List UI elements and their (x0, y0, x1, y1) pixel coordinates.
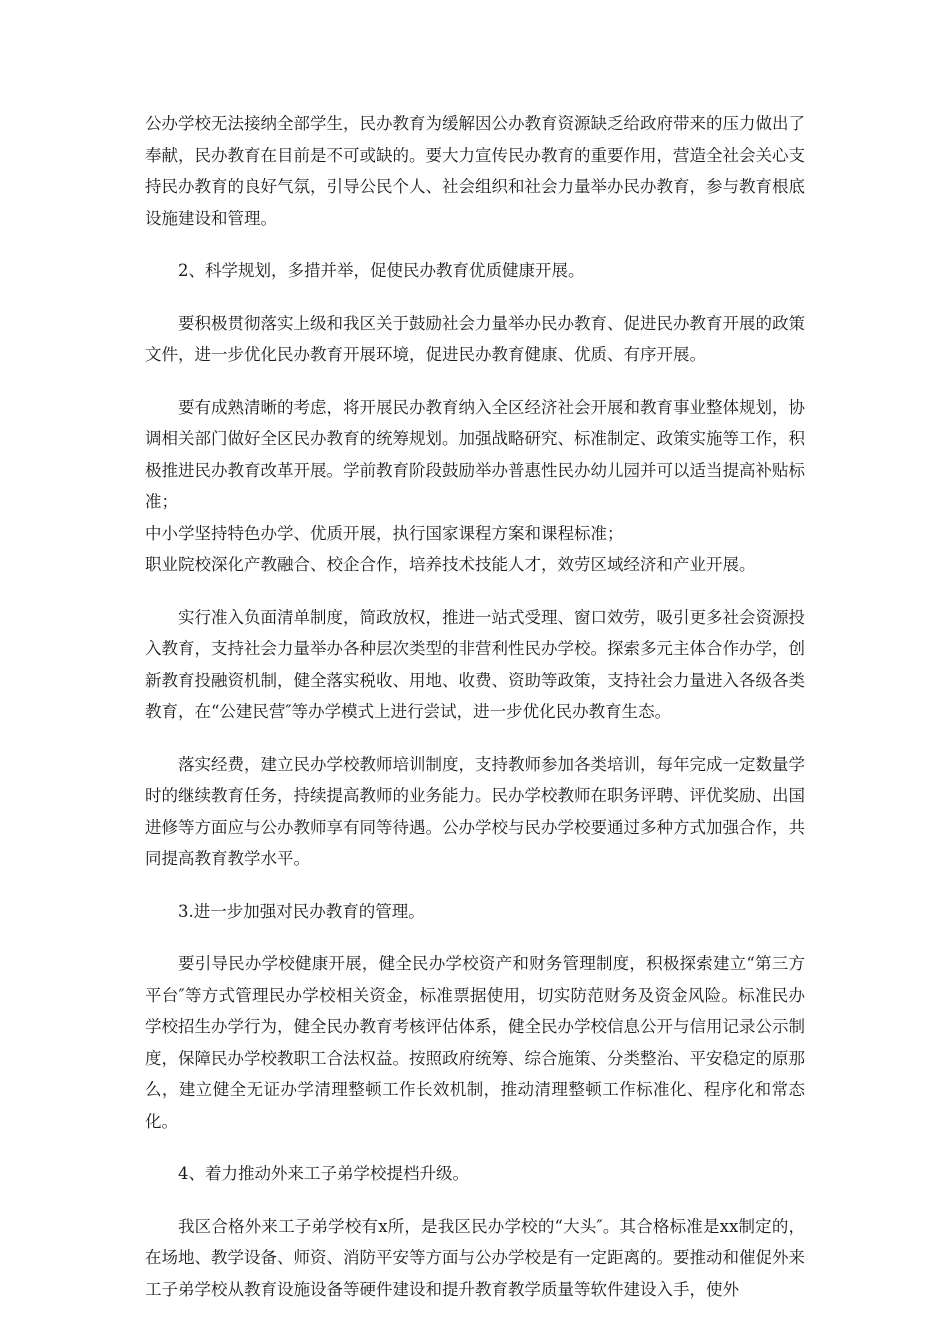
paragraph-group-planning (145, 392, 805, 581)
paragraph-management: 要引导民办学校健康开展，健全民办学校资产和财务管理制度，积极探索建立“第三方平台″等方式管理民办学校相关资金，标准票据使用，切实防范财务及资金风险。标准民办学校招生办学行为，健全民办教育考核评估体系，健全民办学校信息公开与信用记录公示制度，保障民办学校教职工合法权益。按照政府统筹、综合施策、分类整治、平安稳定的原那么，建立健全无证办学清理整顿工作长效机制，推动清理整顿工作标准化、程序化和常态化。 (145, 954, 805, 1131)
line-primary-secondary-schools: 中小学坚持特色办学、优质开展，执行国家课程方案和课程标准； (145, 523, 624, 543)
paragraph-migrant-schools: 我区合格外来工子弟学校有x所，是我区民办学校的“大头″。其合格标准是xx制定的，在场地、教学设备、师资、消防平安等方面与公办学校是有一定距离的。要推动和催促外来工子弟学校从教育设施设备等硬件建设和提升教育教学质量等软件建设入手，使外 (145, 1216, 805, 1299)
heading-section-4: 4、着力推动外来工子弟学校提档升级。 (178, 1164, 469, 1183)
paragraph-public-schools: 公办学校无法接纳全部学生，民办教育为缓解因公办教育资源缺乏给政府带来的压力做出了奉献，民办教育在目前是不可或缺的。要大力宣传民办教育的重要作用，营造全社会关心支持民办教育的良好气氛，引导公民个人、社会组织和社会力量举办民办教育，参与教育根底设施建设和管理。 (145, 114, 805, 228)
paragraph-teacher-training: 落实经费，建立民办学校教师培训制度，支持教师参加各类培训，每年完成一定数量学时的继续教育任务，持续提高教师的业务能力。民办学校教师在职务评聘、评优奖励、出国进修等方面应与公办教师享有同等待遇。公办学校与民办学校要通过多种方式加强合作，共同提高教育教学水平。 (145, 754, 805, 868)
paragraph-overall-planning: 要有成熟清晰的考虑，将开展民办教育纳入全区经济社会开展和教育事业整体规划，协调相关部门做好全区民办教育的统筹规划。加强战略研究、标准制定、政策实施等工作，积极推进民办教育改革开展。学前教育阶段鼓励举办普惠性民办幼儿园并可以适当提高补贴标准； (145, 397, 805, 511)
paragraph-policy-implementation: 要积极贯彻落实上级和我区关于鼓励社会力量举办民办教育、促进民办教育开展的政策文件，进一步优化民办教育开展环境，促进民办教育健康、优质、有序开展。 (145, 313, 805, 364)
document-body (145, 108, 805, 1326)
heading-section-2: 2、科学规划，多措并举，促使民办教育优质健康开展。 (178, 261, 585, 280)
paragraph-negative-list: 实行准入负面清单制度，简政放权，推进一站式受理、窗口效劳，吸引更多社会资源投入教育，支持社会力量举办各种层次类型的非营利性民办学校。探索多元主体合作办学，创新教育投融资机制，健全落实税收、用地、收费、资助等政策，支持社会力量进入各级各类教育，在“公建民营″等办学模式上进行尝试，进一步优化民办教育生态。 (145, 607, 805, 721)
heading-section-3: 3.进一步加强对民办教育的管理。 (178, 901, 425, 921)
line-vocational-schools: 职业院校深化产教融合、校企合作，培养技术技能人才，效劳区域经济和产业开展。 (145, 555, 756, 574)
